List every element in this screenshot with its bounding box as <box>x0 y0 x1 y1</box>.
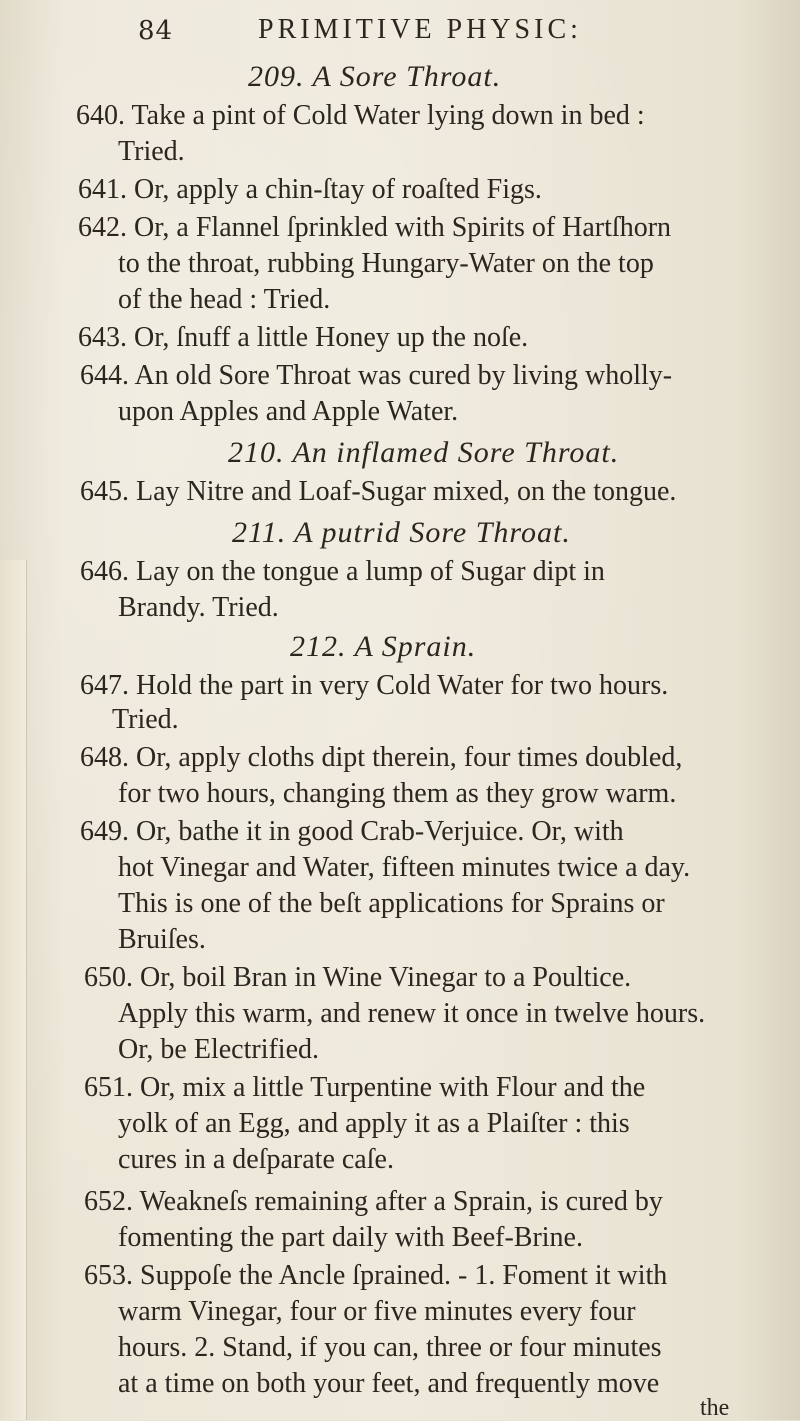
entry-line: 650. Or, boil Bran in Wine Vinegar to a Poultice. <box>84 962 632 993</box>
entry-line: 641. Or, apply a chin-ſtay of roaſted Figs. <box>78 174 542 205</box>
entry-line: 645. Lay Nitre and Loaf-Sugar mixed, on the tongue. <box>80 476 677 507</box>
entry-line: 651. Or, mix a little Turpentine with Flour and the <box>84 1072 646 1103</box>
entry-line: cures in a deſparate caſe. <box>118 1144 394 1175</box>
entry-line: 653. Suppoſe the Ancle ſprained. - 1. Foment it with <box>84 1260 668 1291</box>
entry-line: Apply this warm, and renew it once in twelve hours. <box>118 998 706 1029</box>
section-heading: 209. A Sore Throat. <box>248 60 502 93</box>
section-heading: 212. A Sprain. <box>290 630 477 663</box>
page-number: 84 <box>138 16 174 46</box>
running-head: PRIMITIVE PHYSIC: <box>258 14 582 45</box>
entry-line: 652. Weakneſs remaining after a Sprain, is cured by <box>84 1186 663 1217</box>
entry-line: 643. Or, ſnuff a little Honey up the noſe. <box>78 322 529 353</box>
entry-line: for two hours, changing them as they grow warm. <box>118 778 677 809</box>
entry-line: hours. 2. Stand, if you can, three or four minutes <box>118 1332 662 1363</box>
section-heading: 210. An inflamed Sore Throat. <box>228 436 620 469</box>
entry-line: Or, be Electrified. <box>118 1034 320 1065</box>
entry-line: of the head : Tried. <box>118 284 331 315</box>
entry-line: 646. Lay on the tongue a lump of Sugar dipt in <box>80 556 605 587</box>
entry-line: 648. Or, apply cloths dipt therein, four times doubled, <box>80 742 683 773</box>
entry-line: 649. Or, bathe it in good Crab-Verjuice. Or, with <box>80 816 624 847</box>
entry-line: hot Vinegar and Water, fifteen minutes twice a day. <box>118 852 691 883</box>
entry-line: to the throat, rubbing Hungary-Water on the top <box>118 248 654 279</box>
entry-line: fomenting the part daily with Beef-Brine. <box>118 1222 583 1253</box>
entry-line: yolk of an Egg, and apply it as a Plaiſter : this <box>118 1108 630 1139</box>
entry-line: at a time on both your feet, and frequently move <box>118 1368 660 1399</box>
entry-line: Bruiſes. <box>118 924 206 955</box>
entry-line: warm Vinegar, four or five minutes every four <box>118 1296 636 1327</box>
entry-line: upon Apples and Apple Water. <box>118 396 459 427</box>
entry-line: Tried. <box>112 704 179 735</box>
entry-line: Tried. <box>118 136 185 167</box>
entry-line: 642. Or, a Flannel ſprinkled with Spirits of Hartſhorn <box>78 212 672 243</box>
section-heading: 211. A putrid Sore Throat. <box>232 516 571 549</box>
entry-line: Brandy. Tried. <box>118 592 279 623</box>
entry-line: 644. An old Sore Throat was cured by living wholly- <box>80 360 673 391</box>
entry-line: 647. Hold the part in very Cold Water for two hours. <box>80 670 669 701</box>
entry-line: This is one of the beſt applications for Sprains or <box>118 888 665 919</box>
entry-line: 640. Take a pint of Cold Water lying down in bed : <box>76 100 645 131</box>
catchword: the <box>700 1395 730 1421</box>
